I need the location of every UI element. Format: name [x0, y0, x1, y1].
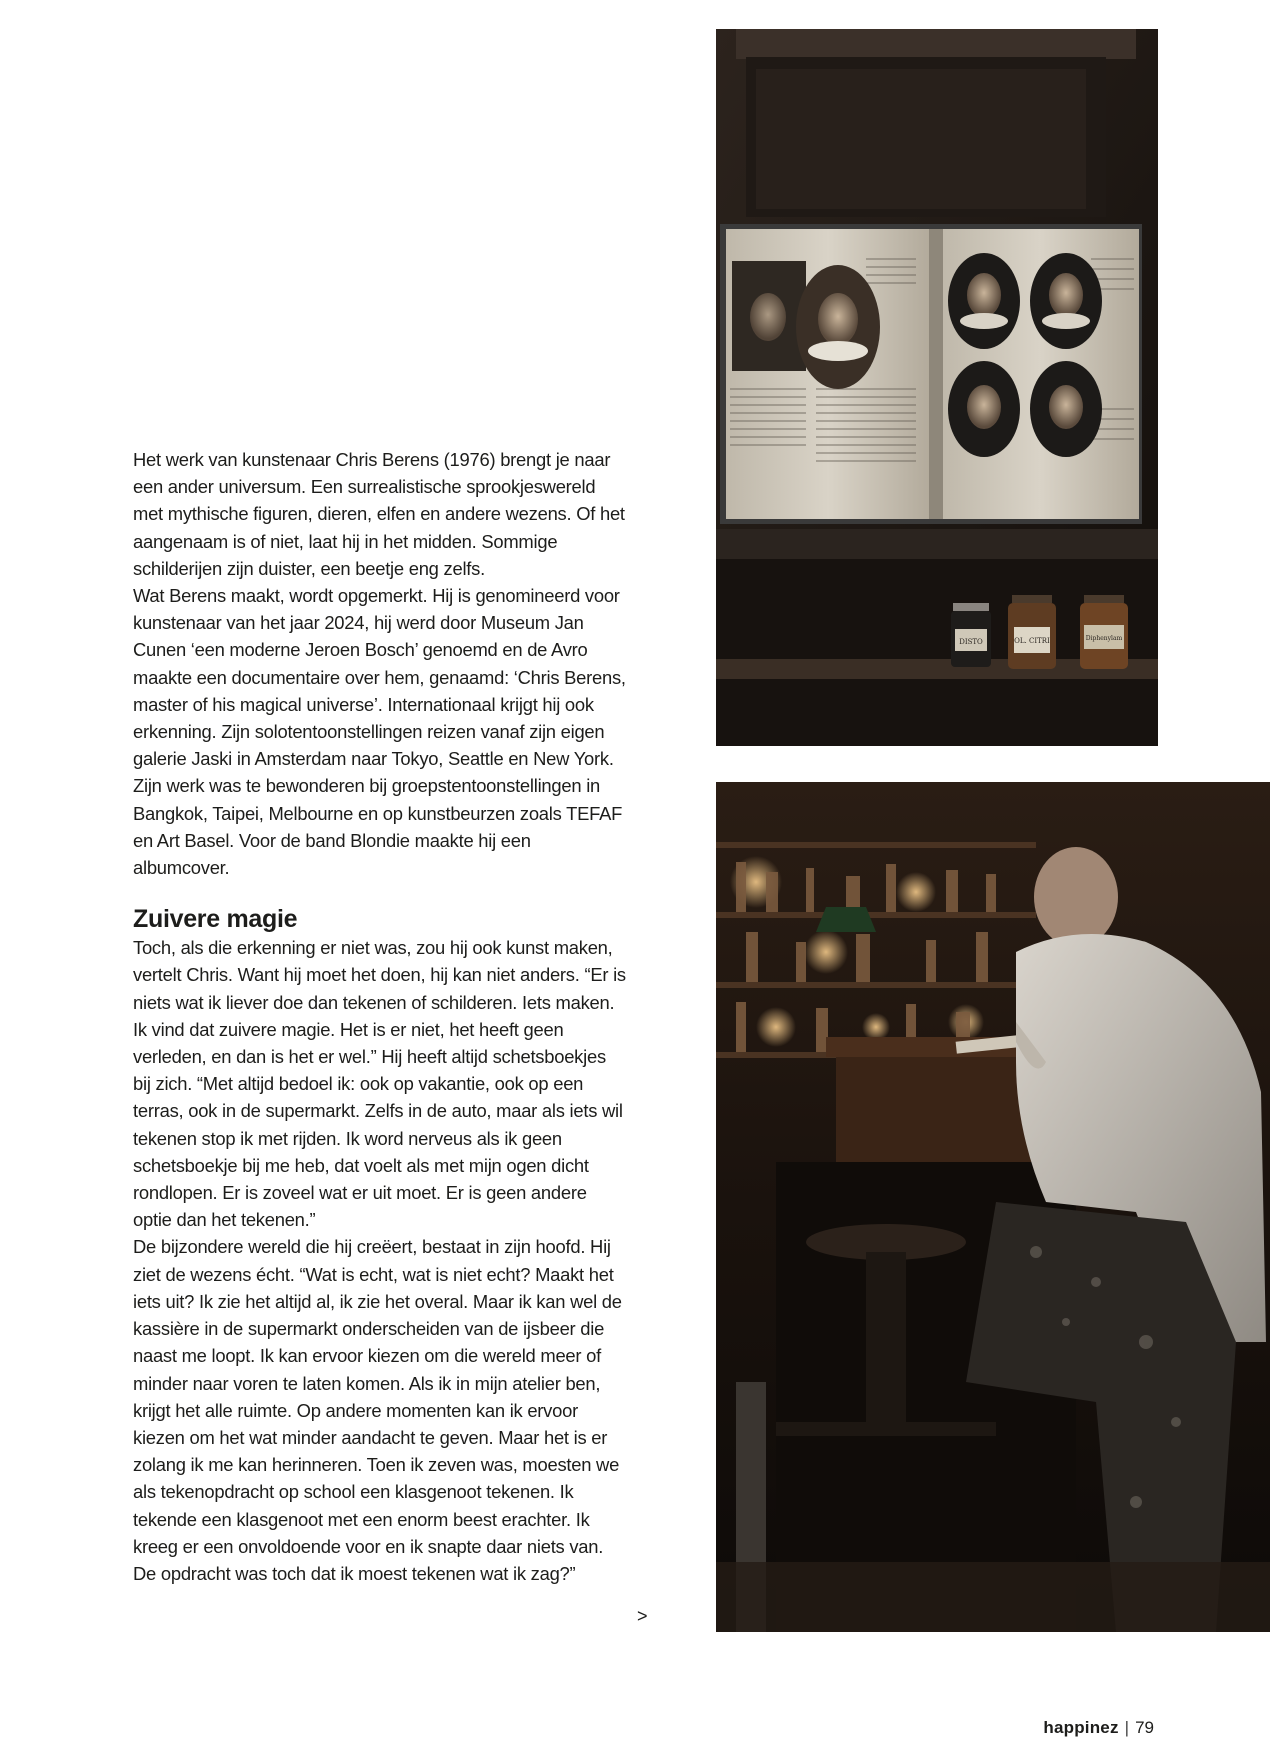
photo-artist-at-desk	[716, 782, 1270, 1632]
magazine-brand: happinez	[1043, 1718, 1119, 1737]
photo-book-portraits-image	[716, 29, 1158, 746]
jar-label: Diphenylam	[1085, 635, 1123, 642]
article-subheading: Zuivere magie	[133, 905, 298, 934]
article-paragraph: Toch, als die erkenning er niet was, zou hij ook kunst maken, vertelt Chris. Want hij moet het doen, hij kan niet anders. “Er is niets wat ik liever doe dan tekenen of schilderen. Iets maken. Ik vind dat zuivere magie. Het is er niet, het heeft geen verleden, en dan is het er wel.” Hij heeft altijd schetsboekjes bij zich. “Met altijd bedoel ik: ook op vakantie, ook op een terras, ook in de supermarkt. Zelfs in de auto, maar als iets wil tekenen stop ik met rijden. Ik word nerveus als ik geen schetsboekje bij me heb, dat voelt als met mijn ogen dicht rondlopen. Er is zoveel wat er uit moet. Er is geen andere optie dan het tekenen.”	[133, 937, 626, 1231]
jar-label: DISTO	[959, 638, 983, 646]
article-paragraph: De bijzondere wereld die hij creëert, bestaat in zijn hoofd. Hij ziet de wezens écht. “Wat is echt, wat is niet echt? Maakt het iets uit? Ik zie het altijd al, ik zie het overal. Maar ik kan wel de kassière in de supermarkt onderscheiden van de ijsbeer die naast me loopt. Ik kan ervoor kiezen om die wereld meer of minder naar voren te laten komen. Als ik in mijn atelier ben, krijgt het alle ruimte. Op andere momenten kan ik ervoor kiezen om het wat minder aandacht te geven. Maar het is er zolang ik me kan herinneren. Toen ik zeven was, moesten we als tekenopdracht op school een klasgenoot tekenen. Ik tekende een klasgenoot met een enorm beest erachter. Ik kreeg er een onvoldoende voor en ik snapte daar niets van. De opdracht was toch dat ik moest tekenen wat ik zag?”	[133, 1236, 622, 1584]
continue-marker: >	[637, 1606, 648, 1626]
page-footer	[1043, 1718, 1154, 1738]
article-intro: Het werk van kunstenaar Chris Berens (1976) brengt je naar een ander universum. Een surrealistische sprookjeswereld met mythische figuren, dieren, elfen en andere wezens. Of het aangenaam is of niet, laat hij in het midden. Sommige schilderijen zijn duister, een beetje eng zelfs.	[133, 449, 625, 579]
page-number: 79	[1135, 1718, 1154, 1737]
photo-artist-at-desk-image	[716, 782, 1270, 1632]
footer-separator: |	[1124, 1718, 1130, 1737]
article-column	[133, 446, 628, 1587]
article-paragraph: Wat Berens maakt, wordt opgemerkt. Hij is genomineerd voor kunstenaar van het jaar 2024, hij werd door Museum Jan Cunen ‘een moderne Jeroen Bosch’ genoemd en de Avro maakte een documentaire over hem, genaamd: ‘Chris Berens, master of his magical universe’. Internationaal krijgt hij ook erkenning. Zijn solotentoonstellingen reizen vanaf zijn eigen galerie Jaski in Amsterdam naar Tokyo, Seattle en New York. Zijn werk was te bewonderen bij groepstentoonstellingen in Bangkok, Taipei, Melbourne en op kunstbeurzen zoals TEFAF en Art Basel. Voor de band Blondie maakte hij een albumcover.	[133, 585, 626, 879]
photo-book-portraits	[716, 29, 1158, 746]
jar-label: OL. CITRI	[1014, 637, 1050, 645]
